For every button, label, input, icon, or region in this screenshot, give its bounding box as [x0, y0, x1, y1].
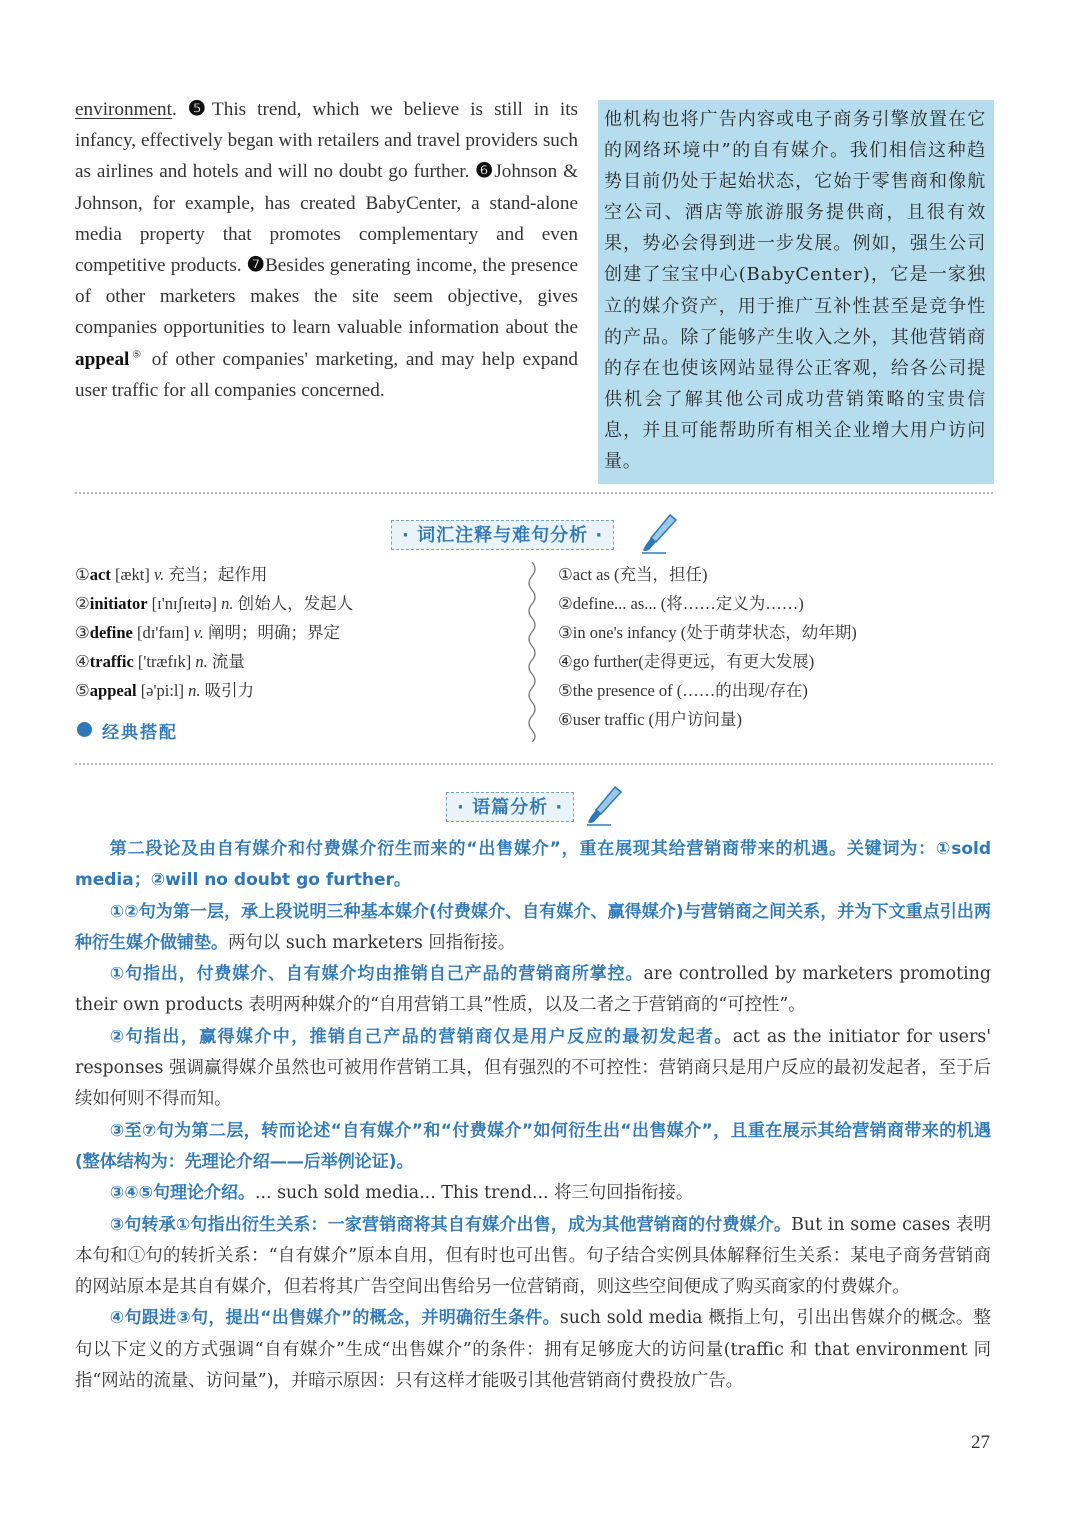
sentence-7a: Besides generating income, the presence of other marketers makes the site seem objective, gives companies opportunities to learn valuable information about the — [75, 255, 578, 339]
brush-icon — [585, 784, 625, 828]
phrase-list — [558, 560, 857, 734]
collocation-label: 经典搭配 — [102, 723, 178, 743]
sentence-5: This trend, which we believe is still in its infancy, effectively began with retailers and travel providers such as airlines and hotels and will no doubt go further. — [75, 99, 579, 183]
sentence-7b: of other companies' marketing, and may help expand user traffic for all companies concerned. — [75, 348, 579, 401]
punct: . — [171, 99, 188, 120]
analysis-paragraph: ③④⑤句理论介绍。... such sold media... This trend... 将三句回指衔接。 — [109, 1183, 694, 1204]
divider — [75, 492, 993, 494]
wavy-divider — [524, 562, 540, 742]
footnote-mark: ⑤ — [129, 349, 145, 361]
analysis-paragraph: ②句指出，赢得媒介中，推销自己产品的营销商仅是用户反应的最初发起者。act as the initiator for users' responses 强调赢得媒介虽然也可被用作营销工具，但有强烈的不可控性：营销商只是用户反应的最初发起者，至于后续如何则不得而知。 — [75, 1026, 991, 1110]
sentence-number-6: ❻ — [475, 160, 495, 183]
phrase-item: ④go further(走得更远，有更大发展) — [558, 652, 815, 671]
phrase-item: ①act as (充当，担任) — [558, 565, 708, 584]
vocab-item: ⑤appeal [ə'pi:l] n. 吸引力 — [75, 681, 255, 700]
sentence-6: Johnson & Johnson, for example, has created BabyCenter, a stand-alone media property that promotes complementary and even competitive products. — [75, 161, 579, 277]
analysis-paragraph: ①②句为第一层，承上段说明三种基本媒介(付费媒介、自有媒介、赢得媒介)与营销商之间关系，并为下文重点引出两种衍生媒介做铺垫。两句以 such marketers 回指衔接。 — [75, 901, 991, 953]
divider — [75, 763, 993, 765]
phrase-item: ⑤the presence of (……的出现/存在) — [558, 681, 808, 700]
translation-box — [598, 100, 994, 484]
analysis-section-header: · 语篇分析 · — [446, 792, 574, 822]
analysis-paragraph: ③至⑦句为第二层，转而论述“自有媒介”和“付费媒介”如何衍生出“出售媒介”，且重在展示其给营销商带来的机遇(整体结构为：先理论介绍——后举例论证)。 — [75, 1120, 991, 1172]
analysis-paragraph: 第二段论及由自有媒介和付费媒介衍生而来的“出售媒介”，重在展现其给营销商带来的机遇。关键词为：①sold media；②will no doubt go further。 — [75, 839, 991, 891]
vocab-item: ①act [ækt] v. 充当；起作用 — [75, 565, 268, 584]
vocab-section-header: · 词汇注释与难句分析 · — [391, 520, 614, 550]
phrase-item: ⑥user traffic (用户访问量) — [558, 710, 743, 729]
page-number: 27 — [971, 1432, 990, 1453]
bullet-icon — [77, 722, 92, 737]
analysis-paragraph: ④句跟进③句，提出“出售媒介”的概念，并明确衍生条件。such sold media 概指上句，引出出售媒介的概念。整句以下定义的方式强调“自有媒介”生成“出售媒介”的条件：拥有足够庞大的访问量(traffic 和 that environment 同指“网站的流量、访问量”)，并暗示原因：只有这样才能吸引其他营销商付费投放广告。 — [75, 1308, 991, 1392]
sentence-number-5: ❺ — [187, 98, 213, 120]
word-environment: environment — [75, 99, 172, 120]
english-passage — [75, 94, 578, 406]
word-appeal: appeal — [75, 348, 130, 370]
vocab-item: ②initiator [ɪ'nɪʃɪeɪtə] n. 创始人，发起人 — [75, 594, 354, 613]
brush-icon — [640, 512, 680, 556]
analysis-body — [75, 834, 991, 1397]
sentence-number-7: ❼ — [246, 254, 265, 277]
vocab-list — [75, 560, 353, 705]
analysis-paragraph: ③句转承①句指出衍生关系：一家营销商将其自有媒介出售，成为其他营销商的付费媒介。But in some cases 表明本句和①句的转折关系：“自有媒介”原本自用，但有时也可出售。句子结合实例具体解释衍生关系：某电子商务营销商的网站原本是其自有媒介，但若将其广告空间出售给另一位营销商，则这些空间便成了购买商家的付费媒介。 — [75, 1214, 991, 1298]
vocab-item: ④traffic ['træfɪk] n. 流量 — [75, 652, 245, 671]
phrase-item: ③in one's infancy (处于萌芽状态，幼年期) — [558, 623, 857, 642]
vocab-item: ③define [dɪ'faɪn] v. 阐明；明确；界定 — [75, 623, 340, 642]
phrase-item: ②define... as... (将……定义为……) — [558, 594, 804, 613]
analysis-paragraph: ①句指出，付费媒介、自有媒介均由推销自己产品的营销商所掌控。are controlled by marketers promoting their own products 表明两种媒介的“自用营销工具”性质，以及二者之于营销商的“可控性”。 — [75, 964, 991, 1016]
translation-text: 他机构也将广告内容或电子商务引擎放置在它的网络环境中”的自有媒介。我们相信这种趋势目前仍处于起始状态，它始于零售商和像航空公司、酒店等旅游服务提供商，且很有效果，势必会得到进一步发展。例如，强生公司创建了宝宝中心(BabyCenter)，它是一家独立的媒介资产，用于推广互补性甚至是竞争性的产品。除了能够产生收入之外，其他营销商的存在也使该网站显得公正客观，给各公司提供机会了解其他公司成功营销策略的宝贵信息，并且可能帮助所有相关企业增大用户访问量。 — [604, 109, 986, 473]
